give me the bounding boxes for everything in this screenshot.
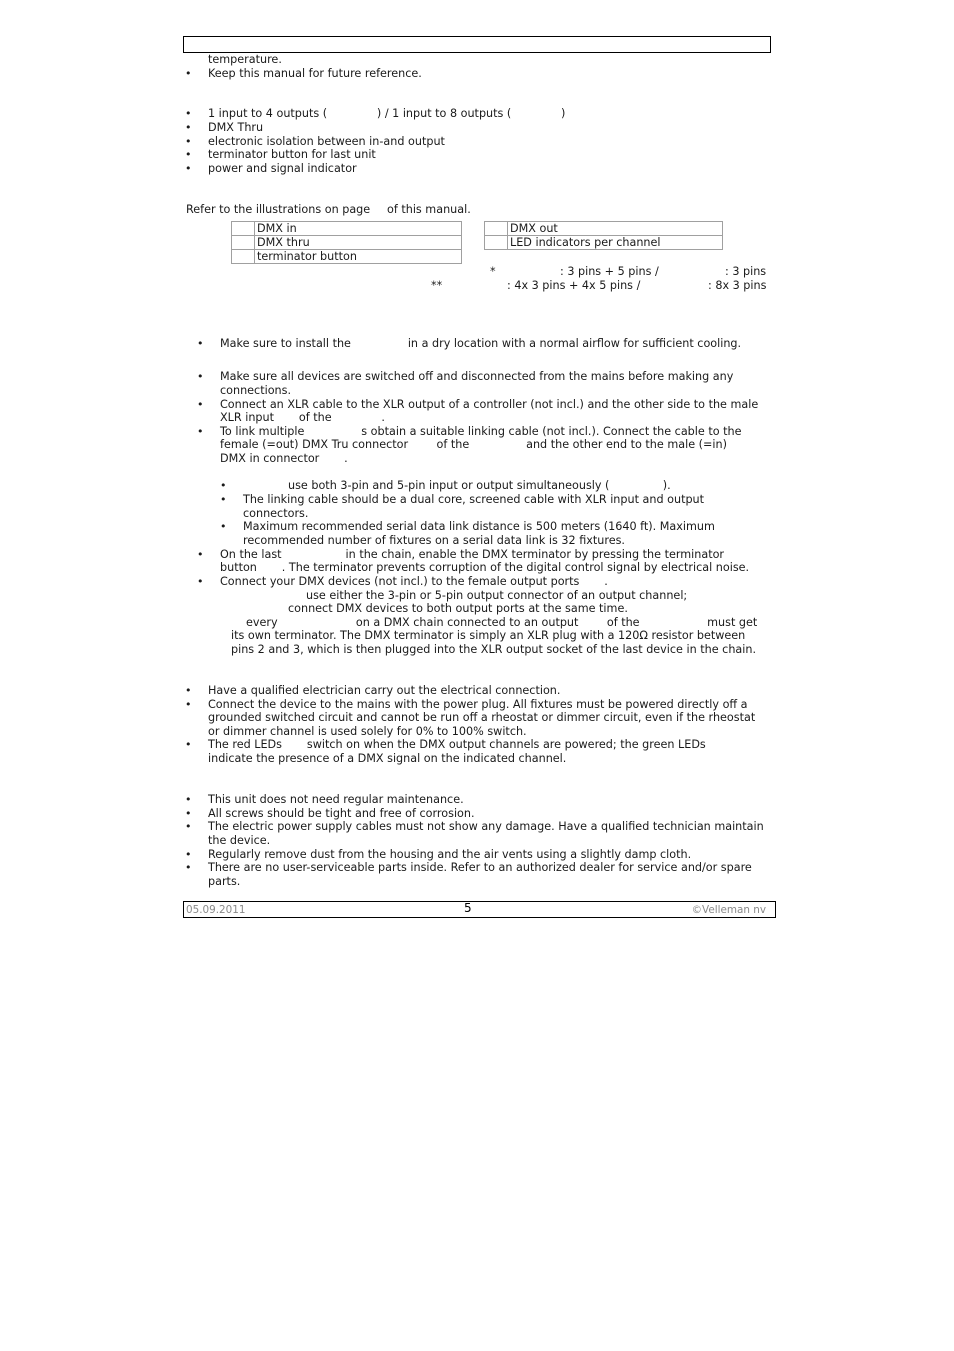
install-text: Connect an XLR cable to the XLR output of a controller (not incl.) and the other side to the male bbox=[220, 398, 759, 411]
install-text: use either the 3-pin or 5-pin output connector of an output channel; bbox=[306, 589, 688, 602]
table-cell-num bbox=[232, 250, 255, 264]
maintenance-text: There are no user-serviceable parts inside. Refer to an authorized dealer for service and/or spare bbox=[208, 861, 752, 874]
bullet: • bbox=[220, 479, 227, 492]
table-cell: DMX out bbox=[508, 222, 723, 236]
install-text: pins 2 and 3, which is then plugged into the XLR output socket of the last device in the chain. bbox=[231, 643, 757, 656]
note1-b: : 3 pins bbox=[725, 265, 767, 278]
table-cell: DMX in bbox=[255, 222, 462, 236]
bullet: • bbox=[185, 67, 192, 80]
install-text: On the last in the chain, enable the DMX terminator by pressing the terminator bbox=[220, 548, 725, 561]
install-text: To link multiple s obtain a suitable linking cable (not incl.). Connect the cable to the bbox=[220, 425, 742, 438]
overview-table-right bbox=[484, 221, 723, 250]
bullet: • bbox=[185, 793, 192, 806]
note1-a: : 3 pins + 5 pins / bbox=[560, 265, 659, 278]
bullet: • bbox=[185, 135, 192, 148]
bullet: • bbox=[220, 520, 227, 533]
install-subtext: Maximum recommended serial data link distance is 500 meters (1640 ft). Maximum bbox=[243, 520, 715, 533]
note1-star: * bbox=[490, 265, 496, 278]
install-text: Make sure all devices are switched off and disconnected from the mains before making any bbox=[220, 370, 734, 383]
refer-text-b: of this manual. bbox=[387, 203, 471, 216]
page-footer bbox=[183, 901, 776, 918]
bullet: • bbox=[185, 698, 192, 711]
table-cell-num bbox=[485, 236, 508, 250]
note2-b: : 8x 3 pins bbox=[708, 279, 767, 292]
bullet: • bbox=[197, 575, 204, 588]
bullet: • bbox=[185, 148, 192, 161]
table-cell: terminator button bbox=[255, 250, 462, 264]
table-cell-num bbox=[485, 222, 508, 236]
note2-a: : 4x 3 pins + 4x 5 pins / bbox=[507, 279, 641, 292]
table-cell: LED indicators per channel bbox=[508, 236, 723, 250]
bullet: • bbox=[197, 370, 204, 383]
power-text: The red LEDs switch on when the DMX output channels are powered; the green LEDs bbox=[208, 738, 706, 751]
bullet: • bbox=[185, 807, 192, 820]
table-cell-num bbox=[232, 236, 255, 250]
keep-manual-text: Keep this manual for future reference. bbox=[208, 67, 422, 80]
install-subtext: use both 3-pin and 5-pin input or output simultaneously ( ). bbox=[288, 479, 671, 492]
power-text: grounded switched circuit and cannot be run off a rheostat or dimmer circuit, even if the rheostat bbox=[208, 711, 756, 724]
feature-item: DMX Thru bbox=[208, 121, 264, 134]
bullet: • bbox=[185, 738, 192, 751]
table-row bbox=[232, 250, 462, 264]
bullet: • bbox=[197, 548, 204, 561]
intro-continuation: temperature. bbox=[208, 53, 282, 66]
power-text: Connect the device to the mains with the power plug. All fixtures must be powered directly off a bbox=[208, 698, 748, 711]
footer-date: 05.09.2011 bbox=[186, 904, 246, 916]
bullet: • bbox=[185, 162, 192, 175]
maintenance-text: Regularly remove dust from the housing and the air vents using a slightly damp cloth. bbox=[208, 848, 692, 861]
install-text: its own terminator. The DMX terminator is simply an XLR plug with a 120Ω resistor between bbox=[231, 629, 746, 642]
power-text: indicate the presence of a DMX signal on the indicated channel. bbox=[208, 752, 567, 765]
bullet: • bbox=[185, 848, 192, 861]
power-text: Have a qualified electrician carry out the electrical connection. bbox=[208, 684, 561, 697]
feature-item: 1 input to 4 outputs ( ) / 1 input to 8 outputs ( ) bbox=[208, 107, 566, 120]
install-text: female (=out) DMX Tru connector of the and the other end to the male (=in) bbox=[220, 438, 727, 451]
maintenance-text: the device. bbox=[208, 834, 271, 847]
table-row bbox=[232, 222, 462, 236]
maintenance-text: parts. bbox=[208, 875, 241, 888]
bullet: • bbox=[197, 425, 204, 438]
install-text: DMX in connector . bbox=[220, 452, 348, 465]
install-location: Make sure to install the in a dry location with a normal airflow for sufficient cooling. bbox=[220, 337, 742, 350]
header-box bbox=[183, 36, 771, 53]
overview-table-left bbox=[231, 221, 462, 264]
maintenance-text: The electric power supply cables must not show any damage. Have a qualified technician maintain bbox=[208, 820, 764, 833]
maintenance-text: All screws should be tight and free of corrosion. bbox=[208, 807, 475, 820]
table-cell: DMX thru bbox=[255, 236, 462, 250]
feature-item: terminator button for last unit bbox=[208, 148, 376, 161]
bullet: • bbox=[185, 861, 192, 874]
bullet: • bbox=[185, 121, 192, 134]
bullet: • bbox=[220, 493, 227, 506]
table-row bbox=[232, 236, 462, 250]
table-row bbox=[485, 236, 723, 250]
note2-star: ** bbox=[431, 279, 443, 292]
bullet: • bbox=[197, 337, 204, 350]
install-subtext: recommended number of fixtures on a serial data link is 32 fixtures. bbox=[243, 534, 625, 547]
install-text: XLR input of the . bbox=[220, 411, 385, 424]
install-text: connections. bbox=[220, 384, 292, 397]
install-subtext: The linking cable should be a dual core, screened cable with XLR input and output bbox=[243, 493, 705, 506]
feature-item: power and signal indicator bbox=[208, 162, 357, 175]
power-text: or dimmer channel is used solely for 0% to 100% switch. bbox=[208, 725, 527, 738]
table-cell-num bbox=[232, 222, 255, 236]
install-text: button . The terminator prevents corruption of the digital control signal by electrical noise. bbox=[220, 561, 750, 574]
footer-copyright: ©Velleman nv bbox=[691, 904, 766, 916]
install-subtext: connectors. bbox=[243, 507, 309, 520]
bullet: • bbox=[185, 820, 192, 833]
install-text: connect DMX devices to both output ports at the same time. bbox=[288, 602, 628, 615]
page-number: 5 bbox=[464, 901, 472, 915]
maintenance-text: This unit does not need regular maintenance. bbox=[208, 793, 464, 806]
install-text: Connect your DMX devices (not incl.) to the female output ports . bbox=[220, 575, 608, 588]
bullet: • bbox=[185, 107, 192, 120]
install-text: every on a DMX chain connected to an output of the must get bbox=[246, 616, 758, 629]
table-row bbox=[485, 222, 723, 236]
bullet: • bbox=[197, 398, 204, 411]
refer-text-a: Refer to the illustrations on page bbox=[186, 203, 371, 216]
feature-item: electronic isolation between in-and output bbox=[208, 135, 445, 148]
bullet: • bbox=[185, 684, 192, 697]
